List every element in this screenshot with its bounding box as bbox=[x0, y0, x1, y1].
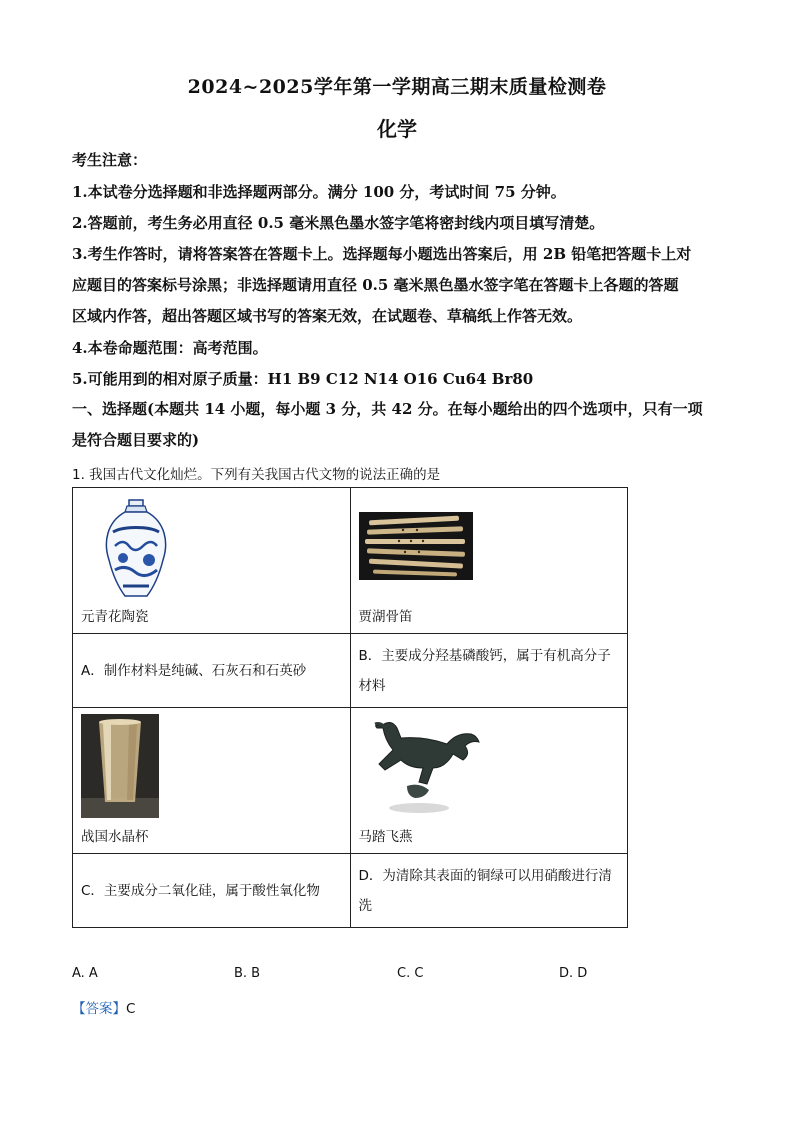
item-cell-flutes bbox=[350, 488, 628, 634]
item-cell-horse bbox=[350, 708, 628, 854]
section-heading-line-2: 是符合题目要求的) bbox=[72, 431, 200, 449]
choice-d[interactable]: D. D bbox=[559, 966, 588, 981]
option-b-cell bbox=[350, 634, 628, 708]
option-a-cell bbox=[73, 634, 351, 708]
item-caption-horse: 马踏飞燕 bbox=[358, 829, 413, 845]
crystal-cup-icon bbox=[81, 714, 159, 818]
option-c-text: C．主要成分二氧化硅，属于酸性氧化物 bbox=[81, 882, 320, 899]
choice-c[interactable]: C. C bbox=[397, 966, 424, 981]
option-c-cell bbox=[73, 854, 351, 928]
blue-white-vase-icon bbox=[101, 498, 171, 600]
question-1-stem: 1. 我国古代文化灿烂。下列有关我国古代文物的说法正确的是 bbox=[72, 467, 441, 483]
answer-tag: 【答案】 bbox=[72, 1001, 126, 1017]
section-heading-line-1: 一、选择题(本题共 14 小题，每小题 3 分，共 42 分。在每小题给出的四个选项中，只有一项 bbox=[72, 400, 703, 418]
item-caption-cup: 战国水晶杯 bbox=[81, 829, 149, 845]
item-caption-flutes: 贾湖骨笛 bbox=[358, 609, 413, 625]
note-1: 1.本试卷分选择题和非选择题两部分。满分 100 分，考试时间 75 分钟。 bbox=[72, 183, 566, 201]
option-b-text: B．主要成分羟基磷酸钙，属于有机高分子材料 bbox=[358, 647, 611, 694]
item-caption-vase: 元青花陶瓷 bbox=[81, 609, 149, 625]
option-d-text: D．为清除其表面的铜绿可以用硝酸进行清洗 bbox=[358, 867, 612, 914]
notes-heading: 考生注意： bbox=[72, 151, 148, 169]
item-cell-cup bbox=[73, 708, 351, 854]
option-d-cell bbox=[350, 854, 628, 928]
choice-a[interactable]: A. A bbox=[72, 966, 98, 981]
note-4: 4.本卷命题范围：高考范围。 bbox=[72, 339, 268, 357]
note-3-line-2: 应题目的答案标号涂黑；非选择题请用直径 0.5 毫米黑色墨水签字笔在答题卡上各题的答题 bbox=[72, 276, 679, 294]
note-3-line-3: 区域内作答，超出答题区域书写的答案无效，在试题卷、草稿纸上作答无效。 bbox=[72, 307, 583, 325]
answer-line bbox=[72, 997, 135, 1017]
note-5: 5.可能用到的相对原子质量：H1 B9 C12 N14 O16 Cu64 Br80 bbox=[72, 370, 534, 388]
exam-title: 2024~2025学年第一学期高三期末质量检测卷 bbox=[187, 76, 607, 98]
question-1-table bbox=[72, 487, 628, 928]
note-3-line-1: 3.考生作答时，请将答案答在答题卡上。选择题每小题选出答案后，用 2B 铅笔把答题卡上对 bbox=[72, 245, 692, 263]
choice-b[interactable]: B. B bbox=[234, 966, 261, 981]
option-a-text: A．制作材料是纯碱、石灰石和石英砂 bbox=[81, 662, 307, 679]
bronze-horse-icon bbox=[357, 716, 487, 818]
answer-value: C bbox=[126, 1001, 136, 1017]
item-cell-vase bbox=[73, 488, 351, 634]
note-2: 2.答题前，考生务必用直径 0.5 毫米黑色墨水签字笔将密封线内项目填写清楚。 bbox=[72, 214, 605, 232]
bone-flutes-icon bbox=[359, 512, 473, 580]
subject-title: 化学 bbox=[377, 117, 417, 141]
